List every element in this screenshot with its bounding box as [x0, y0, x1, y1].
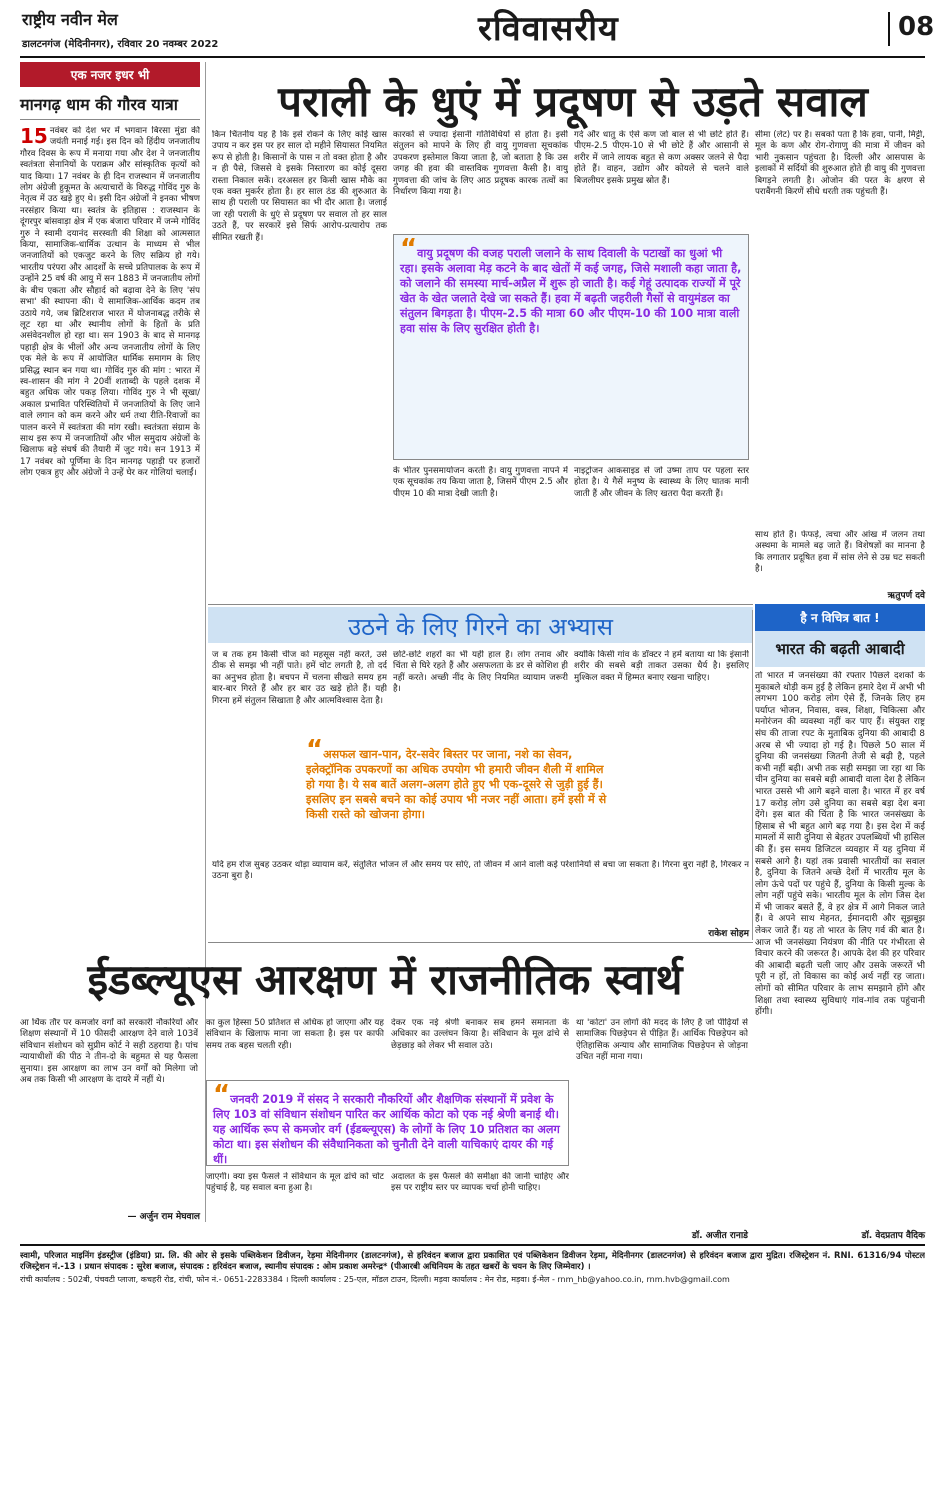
third-callout-text: जनवरी 2019 में संसद ने सरकारी नौकरियों और शैक्षणिक संस्थानों में प्रवेश के लिए 103 वां संविधान संशोधन पारित कर आर्थिक कोटा को एक नई श्रेणी बनाई थी। यह आर्थिक रूप से कमजोर वर्ग (ईडब्ल्यूएस) के लोगों के लिए 10 प्रतिशत का अलग कोटा था। इस संशोधन की संवैधानिकता को चुनौती देने वाली याचिकाएं दायर की गई थीं।: [213, 1093, 560, 1166]
second-col-3: क्योंकि किसी गांव के डॉक्टर ने हमें बताया था कि इंसानी शरीर की सबसे बड़ी ताकत उसका धैर्य है। इसलिए मुश्किल वक्त में हिम्मत बनाए रखना चाहिए।: [574, 650, 749, 683]
lead-col-3: गर्द और धातु के ऐसे कण जो बाल से भी छोटे होते हैं। पीएम-2.5 पीएम-10 से भी छोटे हैं और आसानी से शरीर में जाने लायक बहुत से कण अक्सर जलने से पैदा होते हैं। वाहन, उद्योग और कोयले से चलने वाले बिजलीघर इसके प्रमुख स्रोत हैं।: [574, 130, 749, 186]
lead-col-2: कारकों से ज्यादा इंसानी गतिविधियों से होता है। इसी संतुलन को मापने के लिए ही वायु गुणवत्ता सूचकांक उपकरण इस्तेमाल किया जाता है, जो बताता है कि उस जगह की हवा की वास्तविक गुणवत्ता कैसी है। वायु गुणवत्ता की जांच के लिए आठ प्रदूषक कारक तत्वों का निर्धारण किया गया है।: [393, 130, 568, 198]
footer-offices: रांची कार्यालय : 502बी, पंचवटी प्लाजा, कचहरी रोड, रांची, फोन नं.- 0651-2283384 । दिल्ली कार्यालय : 25-एल, मॉडल टाउन, दिल्ली। मड़वा कार्यालय : मेन रोड, मड़वा। ई-मेल - rnm_hb@yahoo.co.in, rnm.hvb@gmail.com: [20, 1275, 730, 1284]
third-col-3: देकर एक नई श्रेणी बनाकर सब हमने समानता के अधिकार का उल्लंघन किया है। संविधान के मूल ढांचे से छेड़छाड़ को लेकर भी सवाल उठे।: [391, 1018, 569, 1051]
right-box: [755, 604, 925, 1224]
left-headline: मानगढ़ धाम की गौरव यात्रा: [20, 93, 200, 120]
left-kicker: एक नजर इधर भी: [20, 62, 200, 87]
lead-col-4: सीमा (लेट) पर है। सबको पता है कि हवा, पानी, मिट्टी, मूल के कण और रोग-रोगाणु की मात्रा में जीवन को भारी नुकसान पहुंचता है। दिल्ली और आसपास के इलाकों में सर्दियों की शुरुआत होते ही वायु की गुणवत्ता बिगड़ने लगती है। ओजोन की परत के क्षरण से पराबैंगनी किरणें सीधे धरती तक पहुंचती हैं।: [755, 130, 925, 198]
second-col-1: ज ब तक हम किसी चीज को महसूस नहीं करते, उसे ठीक से समझ भी नहीं पाते। हमें चोट लगती है, तो दर्द का अनुभव होता है। बचपन में चलना सीखते समय हम बार-बार गिरते हैं और हर बार उठ खड़े होते हैं। यही गिरना हमें संतुलन सिखाता है और आत्मविश्वास देता है।: [212, 650, 387, 706]
lead-byline: ऋतुपर्ण दवे: [887, 591, 925, 601]
quote-mark: “: [213, 1080, 231, 1110]
second-bottom: यदि हम रोज सुबह उठकर थोड़ा व्यायाम करें, संतुलित भोजन लें और समय पर सोएं, तो जीवन में आने वाली कई परेशानियों से बचा जा सकता है। गिरना बुरा नहीं है, गिरकर न उठना बुरा है।: [212, 860, 749, 882]
paper-name[interactable]: राष्ट्रीय नवीन मेल: [22, 10, 118, 29]
footer-imprint: स्वामी, परिजात माइनिंग इंडस्ट्रीज (इंडिया) प्रा. लि. की ओर से इसके पब्लिकेशन डिवीजन, रेड़मा मेदिनीनगर (डालटनगंज), से हरिवंदन बजाज द्वारा प्रकाशित एवं पब्लिकेशन डिवीजन रेड़मा, मेदिनीनगर (डालटनगंज) से हरिवंदन बजाज द्वारा मुद्रित। रजिस्ट्रेशन नं. RNI. 61316/94 पोस्टल रजिस्ट्रेशन नं.-13 । प्रधान संपादक : सुरेश बजाज, संपादक : हरिवंदन बजाज, स्थानीय संपादक : ओम प्रकाश अमरेन्द्र* (पीआरबी अधिनियम के तहत खबरों के चयन के लिए जिम्मेवार) ।: [20, 1250, 925, 1271]
dropcap: 15: [20, 126, 48, 148]
right-body: तो भारत में जनसंख्या की रफ्तार पिछले दशकों के मुकाबले थोड़ी कम हुई है लेकिन हमारे देश में अभी भी लगभग 100 करोड़ लोग ऐसे हैं, जिनके लिए हम पर्याप्त भोजन, निवास, वस्त्र, शिक्षा, चिकित्सा और मनोरंजन की व्यवस्था नहीं कर पाए हैं। संयुक्त राष्ट्र संघ की ताजा रपट के मुताबिक दुनिया की आबादी 8 अरब से भी ज्यादा हो गई है। पिछले 50 साल में दुनिया की जनसंख्या जितनी तेजी से बढ़ी है, पहले कभी नहीं बढ़ी। अभी तक सही समझा जा रहा था कि चीन दुनिया का सबसे बड़ी आबादी वाला देश है लेकिन भारत उससे भी आगे बढ़ने वाला है। भारत में हर वर्ष 17 करोड़ लोग उसे दुनिया का सबसे बड़ा देश बना देंगे। इस बात की चिंता है कि भारत जनसंख्या के हिसाब से भी बहुत आगे बढ़ गया है। इस देश में कई मामलों में सारी दुनिया से बेहतर उपलब्धियों भी हासिल की हैं। इस समय डिजिटल व्यवहार में यह दुनिया में सबसे आगे है। यहां तक प्रवासी भारतीयों का सवाल है, दुनिया के जितने अच्छे देशों में भारतीय मूल के लोग ऊंचे पदों पर पहुंचे हैं, दुनिया के किसी मुल्क के लोग नहीं पहुंचे सके। भारतीय मूल के लोग जिस देश में भी जाकर बसते हैं, वे हर क्षेत्र में आगे निकल जाते हैं। वे अपने साथ मेहनत, ईमानदारी और सूझबूझ लेकर जाते हैं। यह तो भारत के लिए गर्व की बात है। आज भी जनसंख्या नियंत्रण की नीति पर गंभीरता से विचार करने की जरूरत है। आपके देश की हर परिवार की आबादी बढ़ती चली जाए और उसके जरूरतें भी पूरी न हों, तो विकास का कोई अर्थ नहीं रह जाता। लोगों को सीमित परिवार के लाभ समझाने होंगे और शिक्षा तथा स्वास्थ्य सुविधाएं गांव-गांव तक पहुंचानी होंगी।: [755, 671, 925, 1018]
right-kicker: है न विचित्र बात !: [755, 604, 925, 631]
third-col-4: था 'कोटा' उन लोगों की मदद के लिए है जो पीढ़ियों से सामाजिक पिछड़ेपन से पीड़ित हैं। आर्थिक पिछड़ेपन को ऐतिहासिक अन्याय और सामाजिक पिछड़ेपन से जोड़ना उचित नहीं माना गया।: [576, 1018, 748, 1063]
lead-callout-text: वायु प्रदूषण की वजह पराली जलाने के साथ दिवाली के पटाखों का धुआं भी रहा। इसके अलावा मेड़ कटने के बाद खेतों में कई जगह, जिसे मशाली कहा जाता है, को जलाने की समस्या मार्च-अप्रैल में शुरू हो जाती है। कई गेहूं उत्पादक राज्यों में पूरे खेत के खेत जलाते देखे जा सकते हैं। हवा में बढ़ती जहरीली गैसों से वायुमंडल का संतुलन बिगड़ता है। पीएम-2.5 की मात्रा 60 और पीएम-10 की 100 मात्रा वाली हवा सांस के लिए सुरक्षित होती है।: [400, 247, 742, 335]
lead-col-4-bottom: साथ होते हैं। फेफड़े, त्वचा और आंख में जलन तथा अस्थमा के मामले बढ़ जाते हैं। विशेषज्ञों का मानना है कि लगातार प्रदूषित हवा में सांस लेने से उम्र घट सकती है।: [755, 530, 925, 575]
lead-bottom-left: के भीतर पुनसमायोजन करती है। वायु गुणवत्ता नापने में एक सूचकांक तय किया जाता है, जिसमें पीएम 2.5 और पीएम 10 की मात्रा देखी जाती है।: [393, 466, 568, 499]
lead-callout: [393, 234, 749, 460]
lead-col-1: किन चिंतनीय यह है कि इसे रोकने के लिए कोई खास उपाय न कर इस पर हर साल दो महीने सियासत नियमित रूप से होती है। किसानों के पास न तो वक्त होता है और न ही पैसे, जिससे वे इसके निस्तारण का कोई दूसरा रास्ता निकाल सकें। दरअसल हर किसी खास मौके का एक वक्त मुकर्रर होता है। हर साल ठंड की शुरुआत के साथ ही पराली पर सियासत का भी दौर आता है। जलाई जा रही पराली के धुएं से प्रदूषण पर सवाल तो हर साल उठते हैं, पर सरकारें इसे सिर्फ आरोप-प्रत्यारोप तक सीमित रखती हैं।: [212, 130, 387, 243]
mid-right-rule: [752, 610, 753, 940]
right-headline: भारत की बढ़ती आबादी: [755, 631, 925, 667]
second-col-2: छोटे-छोटे शहरों का भी यही हाल है। लोग तनाव और चिंता से घिरे रहते हैं और असफलता के डर से कोशिश ही नहीं करते। अच्छी नींद के लिए नियमित व्यायाम जरूरी है।: [393, 650, 568, 695]
left-body-text: नवंबर को देश भर में भगवान बिरसा मुंडा की जयंती मनाई गई। इस दिन को हिंदीय जनजातीय गौरव दिवस के रूप में मनाया गया और देश ने जनजातीय स्वतंत्रता सेनानियों के पराक्रम और सांस्कृतिक कृत्यों को याद किया। 17 नवंबर के ही दिन राजस्थान में जनजातीय लोग अंग्रेजी हुकूमत के अत्याचारों के विरुद्ध गोविंद गुरु के नेतृत्व में उठ खड़े हुए थे। इसी दिन अंग्रेजों ने इनका भीषण नरसंहार किया था। स्वतंत्र के इतिहास : राजस्थान के दूंगरपुर बांसवाड़ा क्षेत्र में एक बंजारा परिवार में जन्मे गोविंद गुरु ने स्वामी दयानंद सरस्वती की शिक्षा को आत्मसात किया, सामाजिक-धार्मिक उत्थान के माध्यम से भील जनजातियों को एकजुट करने के लिए सक्रिय हो गये। भारतीय परंपरा और आदर्शों के सच्चे प्रतिपालक के रूप में उन्होंने 25 वर्ष की आयु में सन 1883 में जनजातीय लोगों के बीच एकता और सौहार्द को बढ़ावा देने के लिए 'संप सभा' की स्थापना की। ये सामाजिक-आर्थिक कदम तब उठाये गये, जब ब्रिटिशराज भारत में योजनाबद्ध तरीके से लूट रहा था और स्थानीय लोगों के हितों के प्रति असंवेदनशील हो रहा था। सन 1903 के बाद से मानगढ़ पहाड़ी क्षेत्र के भीलों और अन्य जनजातीय लोगों के लिए एक मेले के रूप में आयोजित धार्मिक समागम के लिए प्रसिद्ध स्थान बन गया था। गोविंद गुरु की मांग : भारत में स्व-शासन की मांग ने 20वीं शताब्दी के पहले दशक में बहुत अधिक जोर पकड़ लिया। गोविंद गुरु ने भी सूखा/अकाल प्रभावित परिस्थितियों में जनजातियों के लिए जाने वाले लगान को कम करने और धर्म तथा रीति-रिवाजों का पालन करने में स्वतंत्रता की मांग रखी। स्वतंत्रता संग्राम के साथ इस रूप में जनजातियों और भील समुदाय अंग्रेजों के खिलाफ बड़े संघर्ष की तैयारी में जुट गये। सन 1913 में 17 नवंबर को पूर्णिमा के दिन मानगढ़ पहाड़ी पर हजारों लोग एकत्र हुए और अंग्रेजों ने उन्हें घेर कर गोलियां चलाईं।: [20, 126, 200, 479]
second-byline: राकेश सोहम: [708, 929, 749, 939]
left-byline: — अर्जुन राम मेघवाल: [127, 1212, 200, 1222]
third-callout: [206, 1080, 569, 1166]
third-top-rule: [208, 942, 753, 943]
third-headline: ईडब्ल्यूएस आरक्षण में राजनीतिक स्वार्थ: [87, 955, 683, 1004]
quote-mark: “: [400, 234, 418, 264]
footer: [20, 1250, 925, 1310]
masthead: [0, 0, 945, 58]
page-number: 08: [888, 12, 934, 46]
lead-headline: पराली के धुएं में प्रदूषण से उड़ते सवाल: [278, 77, 868, 126]
third-bottom-right: अदालत के इस फैसले की समीक्षा की जानी चाहिए और इस पर राष्ट्रीय स्तर पर व्यापक चर्चा होनी चाहिए।: [391, 1172, 569, 1194]
lead-bottom-right: नाइट्रोजन आकसाइड से जो उष्मा ताप पर पहला स्तर होता है। ये गैसें मनुष्य के स्वास्थ्य के लिए घातक मानी जाती हैं और जीवन के लिए खतरा पैदा करती हैं।: [574, 466, 749, 499]
masthead-rule: [20, 56, 925, 58]
third-col-1: आ र्थिक तौर पर कमजोर वर्गों को सरकारी नौकरियों और शिक्षण संस्थानों में 10 फीसदी आरक्षण देने वाले 103वें संविधान संशोधन को सुप्रीम कोर्ट ने सही ठहराया है। पांच न्यायाधीशों की पीठ ने तीन-दो के बहुमत से यह फैसला सुनाया। इस आरक्षण का लाभ उन वर्गों को मिलेगा जो अब तक किसी भी आरक्षण के दायरे में नहीं थे।: [20, 1018, 198, 1086]
dateline: डालटनगंज (मेदिनीनगर), रविवार 20 नवम्बर 2022: [22, 39, 219, 50]
third-byline: डॉ. अजीत रानाडे: [692, 1231, 748, 1241]
second-callout-text: असफल खान-पान, देर-सवेर बिस्तर पर जाना, नशे का सेवन, इलेक्ट्रॉनिक उपकरणों का अधिक उपयोग भी हमारी जीवन शैली में शामिल हो गया है। ये सब बातें अलग-अलग होते हुए भी एक-दूसरे से जुड़ी हुई हैं। इसलिए इन सबसे बचने का कोई उपाय भी नजर नहीं आता। हमें इसी में से किसी रास्ते को खोजना होगा।: [306, 748, 607, 821]
lead-bottom-rule: [208, 604, 753, 605]
right-byline: डॉ. वेदप्रताप वैदिक: [861, 1231, 925, 1241]
section-title: रविवासरीय: [478, 9, 619, 49]
second-headline: उठने के लिए गिरने का अभ्यास: [348, 613, 613, 641]
second-callout: [300, 736, 620, 850]
quote-mark: “: [306, 736, 324, 765]
third-col-2: का कुल हिस्सा 50 प्रतिशत से अधिक हो जाएगा और यह संविधान के खिलाफ माना जा सकता है। इस पर काफी समय तक बहस चलती रही।: [206, 1018, 384, 1051]
footer-rule: [20, 1244, 925, 1246]
third-bottom-left: जाएगी। क्या इस फैसले ने संविधान के मूल ढांचे को चोट पहुंचाई है, यह सवाल बना हुआ है।: [206, 1172, 384, 1194]
